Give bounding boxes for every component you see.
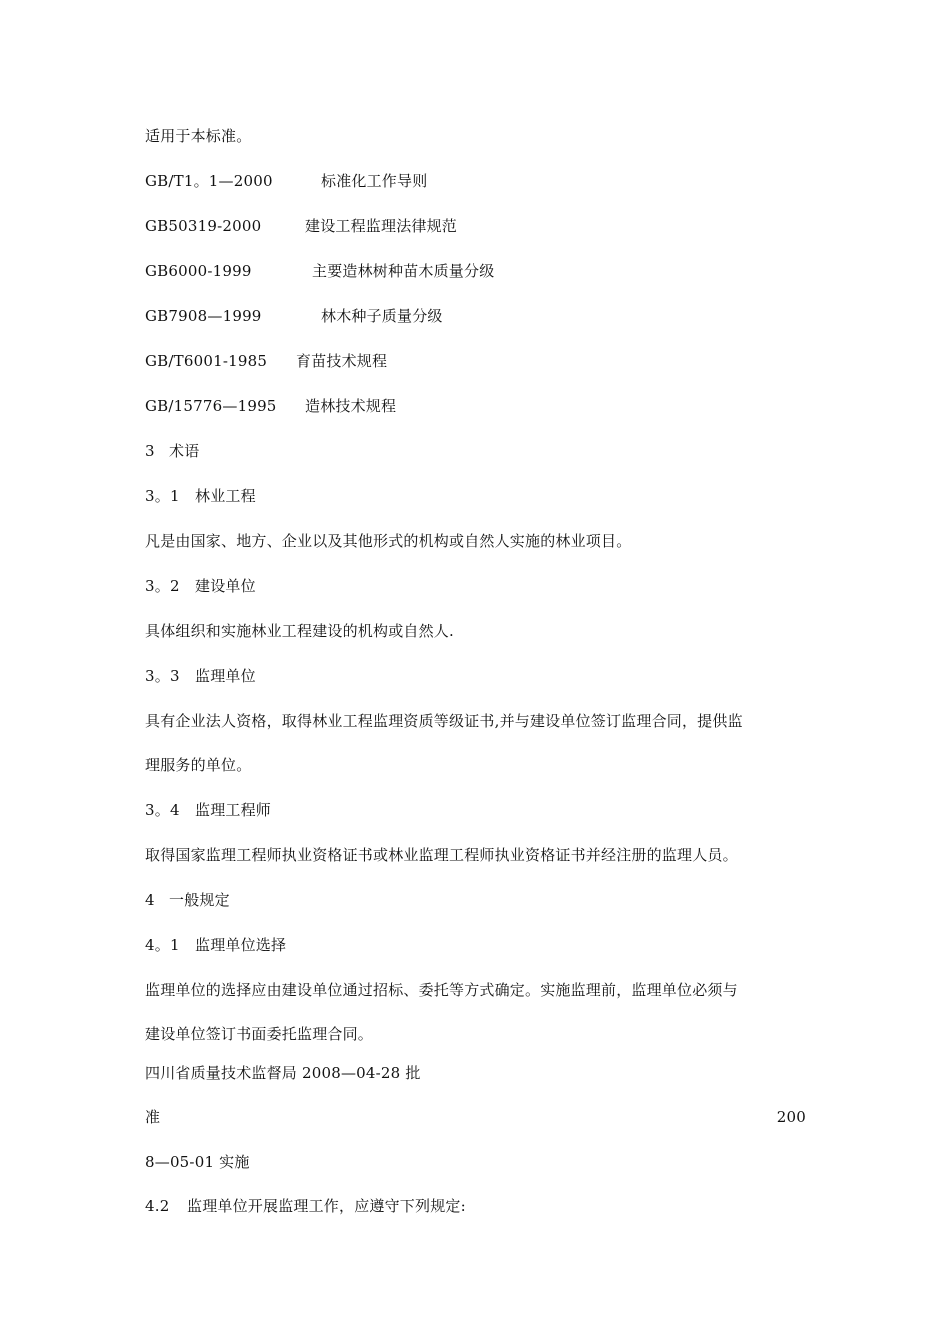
approval-line-2-right: 200 bbox=[776, 1108, 806, 1126]
paragraph-3-3-line-1: 具有企业法人资格，取得林业工程监理资质等级证书,并与建设单位签订监理合同，提供监 bbox=[145, 712, 743, 730]
section-number: 3。1 bbox=[145, 487, 180, 505]
standard-name: 主要造林树种苗木质量分级 bbox=[312, 262, 495, 280]
section-heading-4 bbox=[145, 890, 230, 910]
section-heading-3-2 bbox=[145, 576, 256, 596]
paragraph-3-3-line-2: 理服务的单位。 bbox=[145, 756, 252, 774]
standard-code: GB6000-1999 bbox=[145, 262, 252, 280]
approval-line-3: 8—05-01 实施 bbox=[145, 1153, 250, 1171]
paragraph-4-1-line-1: 监理单位的选择应由建设单位通过招标、委托等方式确定。实施监理前，监理单位必须与 bbox=[145, 981, 738, 999]
section-number: 3。3 bbox=[145, 667, 180, 685]
section-number: 3。2 bbox=[145, 577, 180, 595]
section-number: 3。4 bbox=[145, 801, 180, 819]
standard-ref-5 bbox=[145, 351, 387, 371]
section-title: 林业工程 bbox=[195, 487, 256, 505]
standard-ref-4 bbox=[145, 306, 443, 326]
approval-line-2 bbox=[145, 1107, 806, 1127]
section-number: 4 bbox=[145, 891, 155, 909]
paragraph-3-4: 取得国家监理工程师执业资格证书或林业监理工程师执业资格证书并经注册的监理人员。 bbox=[145, 846, 738, 864]
standard-name: 标准化工作导则 bbox=[321, 172, 428, 190]
paragraph-3-1: 凡是由国家、地方、企业以及其他形式的机构或自然人实施的林业项目。 bbox=[145, 532, 632, 550]
section-title: 监理单位 bbox=[195, 667, 256, 685]
section-number: 4。1 bbox=[145, 936, 180, 954]
standard-code: GB/T6001-1985 bbox=[145, 352, 268, 370]
approval-line-2-left: 准 bbox=[145, 1108, 161, 1126]
standard-name: 林木种子质量分级 bbox=[321, 307, 443, 325]
standard-code: GB50319-2000 bbox=[145, 217, 262, 235]
section-heading-3 bbox=[145, 441, 199, 461]
standard-name: 育苗技术规程 bbox=[296, 352, 388, 370]
standard-code: GB/15776—1995 bbox=[145, 397, 277, 415]
paragraph-3-2: 具体组织和实施林业工程建设的机构或自然人. bbox=[145, 622, 454, 640]
standard-code: GB/T1。1—2000 bbox=[145, 172, 273, 190]
standard-ref-3 bbox=[145, 261, 494, 281]
section-title: 建设单位 bbox=[195, 577, 256, 595]
section-title: 监理单位开展监理工作，应遵守下列规定: bbox=[187, 1197, 466, 1215]
section-title: 监理单位选择 bbox=[195, 936, 287, 954]
section-heading-3-1 bbox=[145, 486, 256, 506]
section-number: 3 bbox=[145, 442, 155, 460]
section-heading-4-2 bbox=[145, 1196, 466, 1216]
standard-name: 建设工程监理法律规范 bbox=[305, 217, 458, 235]
section-number: 4.2 bbox=[145, 1197, 170, 1215]
section-heading-3-3 bbox=[145, 666, 256, 686]
standard-ref-6 bbox=[145, 396, 396, 416]
approval-line-1: 四川省质量技术监督局 2008—04-28 批 bbox=[145, 1064, 421, 1082]
section-title: 术语 bbox=[169, 442, 200, 460]
section-heading-4-1 bbox=[145, 935, 286, 955]
standard-code: GB7908—1999 bbox=[145, 307, 262, 325]
standard-ref-1 bbox=[145, 171, 427, 191]
section-title: 监理工程师 bbox=[195, 801, 272, 819]
standard-ref-2 bbox=[145, 216, 457, 236]
section-heading-3-4 bbox=[145, 800, 271, 820]
section-title: 一般规定 bbox=[169, 891, 230, 909]
intro-paragraph: 适用于本标准。 bbox=[145, 127, 252, 145]
paragraph-4-1-line-2: 建设单位签订书面委托监理合同。 bbox=[145, 1025, 374, 1043]
standard-name: 造林技术规程 bbox=[305, 397, 397, 415]
